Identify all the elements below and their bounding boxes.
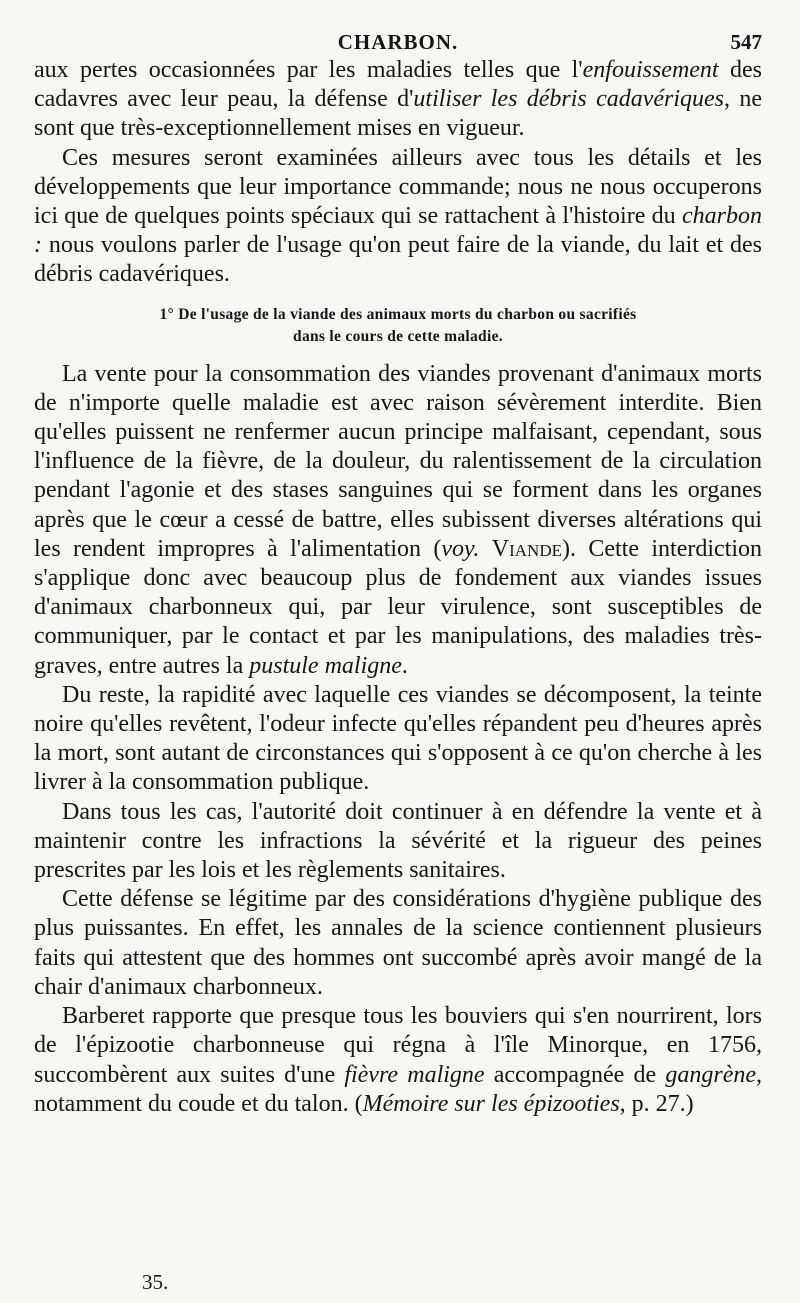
paragraph-5: Dans tous les cas, l'autorité doit continuer à en défendre la vente et à maintenir contre les infractions la sévérité et la rigueur des peines prescrites par les lois et les règlements sanitaires.: [34, 798, 762, 884]
paragraph-7: Barberet rapporte que presque tous les bouviers qui s'en nourrirent, lors de l'épizootie charbonneuse qui régna à l'île Minorque, en 1756, succombèrent aux suites d'une fièvre maligne accompagnée de gangrène, notamment du coude et du talon. (Mémoire sur les épizooties, p. 27.): [34, 1003, 763, 1117]
section-heading-line2: dans le cours de cette maladie.: [293, 327, 503, 345]
paragraph-4: Du reste, la rapidité avec laquelle ces viandes se décomposent, la teinte noire qu'elles revêtent, l'odeur infecte qu'elles répandent peu d'heures après la mort, sont autant de circonstances qui s'opposent à ce qu'on cherche à les livrer à la consommation publique.: [34, 681, 762, 796]
page-number: 547: [730, 30, 762, 54]
paragraph-6: Cette défense se légitime par des considérations d'hygiène publique des plus puissantes. En effet, les annales de la science contiennent plusieurs faits qui attestent que des hommes ont succombé après avoir mangé de la chair d'animaux charbonneux.: [34, 886, 762, 1000]
paragraph-2: Ces mesures seront examinées ailleurs avec tous les détails et les développements que leur importance commande; nous ne nous occuperons ici que de quelques points spéciaux qui se rattachent à l'histoire du charbon : nous voulons parler de l'usage qu'on peut faire de la viande, du lait et des débris cadavériques.: [34, 144, 762, 288]
paragraph-3: La vente pour la consommation des viandes provenant d'animaux morts de n'importe quelle maladie est avec raison sévèrement interdite. Bien qu'elles puissent ne renfermer aucun principe malfaisant, cependant, sous l'influence de la fièvre, de la douleur, du ralentissement de la circulation pendant l'agonie et des stases sanguines qui se forment dans les organes après que le cœur a cessé de battre, elles subissent diverses altérations qui les rendent impropres à l'alimentation (voy. Viande). Cette interdiction s'applique donc avec beaucoup plus de fondement aux viandes issues d'animaux charbonneux qui, par leur virulence, sont susceptibles de communiquer, par le contact et par les manipulations, des maladies très-graves, entre autres la pustule maligne.: [34, 360, 763, 679]
page-body: [34, 56, 762, 1119]
page-header: [34, 0, 762, 56]
section-heading: [34, 304, 762, 348]
paragraph-1: aux pertes occasionnées par les maladies telles que l'enfouissement des cadavres avec leur peau, la défense d'utiliser les débris cadavériques, ne sont que très-exceptionnellement mises en vigueur.: [34, 57, 763, 142]
section-heading-line1: 1° De l'usage de la viande des animaux morts du charbon ou sacrifiés: [159, 305, 637, 323]
signature-mark: 35.: [142, 1270, 169, 1294]
running-title: CHARBON.: [337, 30, 459, 54]
